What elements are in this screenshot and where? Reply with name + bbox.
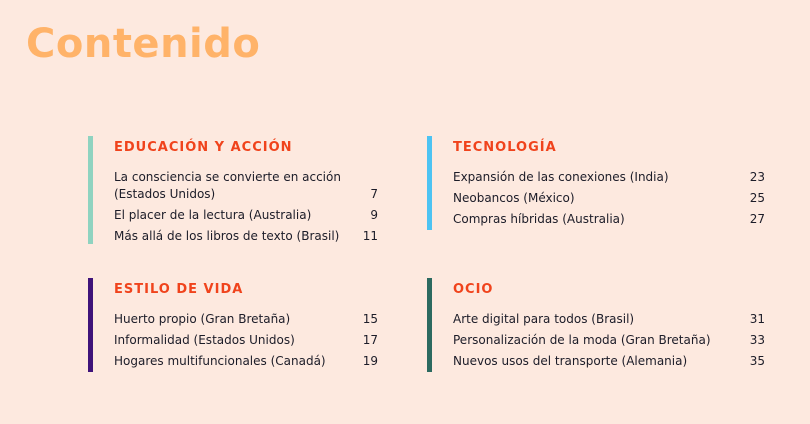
- toc-entry-label: Personalización de la moda (Gran Bretaña): [453, 333, 711, 347]
- toc-entry-label: Informalidad (Estados Unidos): [114, 333, 295, 347]
- toc-entry-page: 23: [749, 170, 765, 184]
- toc-entry-page: 15: [362, 312, 378, 326]
- toc-entry-label: El placer de la lectura (Australia): [114, 208, 312, 222]
- toc-entry[interactable]: [114, 332, 378, 349]
- section-heading: OCIO: [453, 282, 494, 297]
- toc-entry-label: Huerto propio (Gran Bretaña): [114, 312, 291, 326]
- toc-entry-label: Más allá de los libros de texto (Brasil): [114, 229, 340, 243]
- section-accent-bar: [88, 278, 93, 372]
- toc-entry-label: Compras híbridas (Australia): [453, 212, 625, 226]
- toc-entry[interactable]: [114, 311, 378, 328]
- toc-entry[interactable]: [453, 353, 765, 370]
- section-accent-bar: [427, 136, 432, 230]
- section-accent-bar: [88, 136, 93, 244]
- toc-entry[interactable]: [453, 332, 765, 349]
- toc-entry[interactable]: [453, 211, 765, 228]
- toc-entry-page: 25: [749, 191, 765, 205]
- toc-entry-label: Neobancos (México): [453, 191, 575, 205]
- toc-entry-page: 31: [749, 312, 765, 326]
- toc-entry[interactable]: [114, 169, 378, 203]
- toc-entry[interactable]: [114, 207, 378, 224]
- toc-entry-label: Expansión de las conexiones (India): [453, 170, 669, 184]
- toc-entry-label: Nuevos usos del transporte (Alemania): [453, 354, 688, 368]
- toc-entry-label: Arte digital para todos (Brasil): [453, 312, 635, 326]
- page-title: Contenido: [26, 21, 261, 67]
- section-heading: EDUCACIÓN Y ACCIÓN: [114, 140, 293, 155]
- toc-entry-label: La consciencia se convierte en acción (Estados Unidos): [114, 170, 341, 201]
- section-tecnologia: [427, 136, 765, 230]
- toc-entry-page: 19: [362, 354, 378, 368]
- toc-entry[interactable]: [453, 169, 765, 186]
- toc-entry-page: 35: [749, 354, 765, 368]
- toc-entry-label: Hogares multifuncionales (Canadá): [114, 354, 326, 368]
- toc-entry-page: 27: [749, 212, 765, 226]
- toc-entry-page: 7: [370, 187, 378, 201]
- toc-entry-page: 11: [362, 229, 378, 243]
- section-ocio: [427, 278, 765, 372]
- toc-entry[interactable]: [453, 190, 765, 207]
- section-heading: TECNOLOGÍA: [453, 140, 557, 155]
- section-estilo-de-vida: [88, 278, 378, 372]
- toc-entry[interactable]: [114, 228, 378, 245]
- section-educacion-y-accion: [88, 136, 378, 244]
- section-heading: ESTILO DE VIDA: [114, 282, 244, 297]
- toc-entry-page: 9: [370, 208, 378, 222]
- toc-entry[interactable]: [114, 353, 378, 370]
- section-accent-bar: [427, 278, 432, 372]
- toc-entry-page: 17: [362, 333, 378, 347]
- toc-entry[interactable]: [453, 311, 765, 328]
- toc-entry-page: 33: [749, 333, 765, 347]
